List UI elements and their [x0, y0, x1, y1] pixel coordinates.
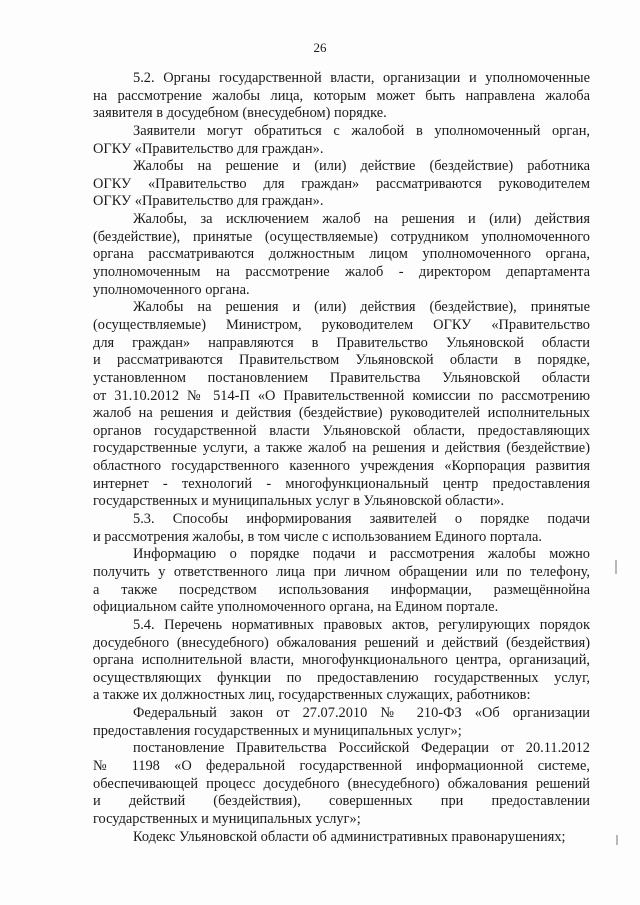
text-line: государственных и муниципальных услуг»; — [93, 810, 361, 827]
text-line: установленном постановлением Правительства Ульяновской области — [93, 369, 590, 386]
text-line: (бездействие), принятые (осуществляемые) сотрудником уполномоченного — [93, 228, 590, 245]
text-line: ОГКУ «Правительство для граждан» рассматриваются руководителем — [93, 175, 590, 192]
text-line: 5.3. Способы информирования заявителей о порядке подачи — [133, 511, 590, 528]
text-line: органов государственной власти Ульяновской области, предоставляющих — [93, 422, 590, 439]
text-line: Федеральный закон от 27.07.2010 № 210-ФЗ «Об организации — [133, 705, 590, 722]
page-number: 26 — [313, 40, 327, 55]
text-line: органа исполнительной власти, многофункционального центра, организаций, — [93, 652, 590, 669]
text-line: ОГКУ «Правительство для граждан». — [93, 193, 324, 210]
text-line: Информацию о порядке подачи и рассмотрения жалобы можно — [133, 546, 590, 563]
text-line: от 31.10.2012 № 514-П «О Правительственной комиссии по рассмотрению — [93, 387, 590, 404]
text-line: а также посредством использования информации, размещённойна — [93, 581, 590, 598]
text-line: № 1198 «О федеральной государственной информационной системе, — [93, 757, 590, 774]
text-line: уполномоченным на рассмотрение жалоб - директором департамента — [93, 264, 590, 281]
text-line: ОГКУ «Правительство для граждан». — [93, 140, 324, 157]
text-line: и действий (бездействия), совершенных при предоставлении — [93, 793, 590, 810]
document-body — [93, 70, 590, 846]
text-line: органа рассматриваются должностным лицом уполномоченного органа, — [93, 246, 590, 263]
text-line: осуществляющих функции по предоставлению государственных услуг, — [93, 669, 590, 686]
text-line: обеспечивающей процесс досудебного (внесудебного) обжалования решений — [93, 775, 590, 792]
text-line: Заявители могут обратиться с жалобой в уполномоченный орган, — [133, 122, 590, 139]
text-line: государственных и муниципальных услуг в Ульяновской области». — [93, 493, 505, 510]
scan-mark — [615, 560, 617, 574]
text-line: уполномоченного органа. — [93, 281, 250, 298]
text-line: Жалобы на решения и (или) действия (бездействие), принятые — [133, 299, 590, 316]
scan-mark — [616, 835, 618, 845]
text-line: заявителя в досудебном (внесудебном) порядке. — [93, 105, 387, 122]
text-line: досудебного (внесудебного) обжалования решений и действий (бездействия) — [93, 634, 590, 651]
text-line: областного государственного казенного учреждения «Корпорация развития — [93, 458, 590, 475]
text-line: а также их должностных лиц, государственных служащих, работников: — [93, 687, 531, 704]
text-line: и рассмотрения жалобы, в том числе с использованием Единого портала. — [93, 528, 542, 545]
text-line: интернет - технологий - многофункциональный центр предоставления — [93, 475, 590, 492]
text-line: официальном сайте уполномоченного органа, на Едином портале. — [93, 599, 499, 616]
text-line: 5.2. Органы государственной власти, организации и уполномоченные — [133, 70, 590, 86]
text-line: на рассмотрение жалобы лица, которым может быть направлена жалоба — [93, 87, 590, 104]
text-line: (осуществляемые) Министром, руководителем ОГКУ «Правительство — [93, 316, 590, 333]
text-line: и рассматриваются Правительством Ульяновской области в порядке, — [93, 352, 590, 369]
text-line: для граждан» направляются в Правительство Ульяновской области — [93, 334, 590, 351]
text-line: государственные услуги, а также жалоб на решения и действия (бездействие) — [93, 440, 590, 457]
text-line: Жалобы на решение и (или) действие (бездействие) работника — [133, 158, 590, 175]
text-line: получить у ответственного лица при личном обращении или по телефону, — [93, 563, 590, 580]
text-line: постановление Правительства Российской Федерации от 20.11.2012 — [133, 740, 590, 757]
text-line: предоставления государственных и муниципальных услуг»; — [93, 722, 462, 739]
text-line: Жалобы, за исключением жалоб на решения и (или) действия — [133, 211, 590, 228]
text-line: Кодекс Ульяновской области об административных правонарушениях; — [133, 828, 566, 845]
text-line: жалоб на решения и действия (бездействие) руководителей исполнительных — [93, 405, 590, 422]
text-line: 5.4. Перечень нормативных правовых актов, регулирующих порядок — [133, 616, 590, 633]
